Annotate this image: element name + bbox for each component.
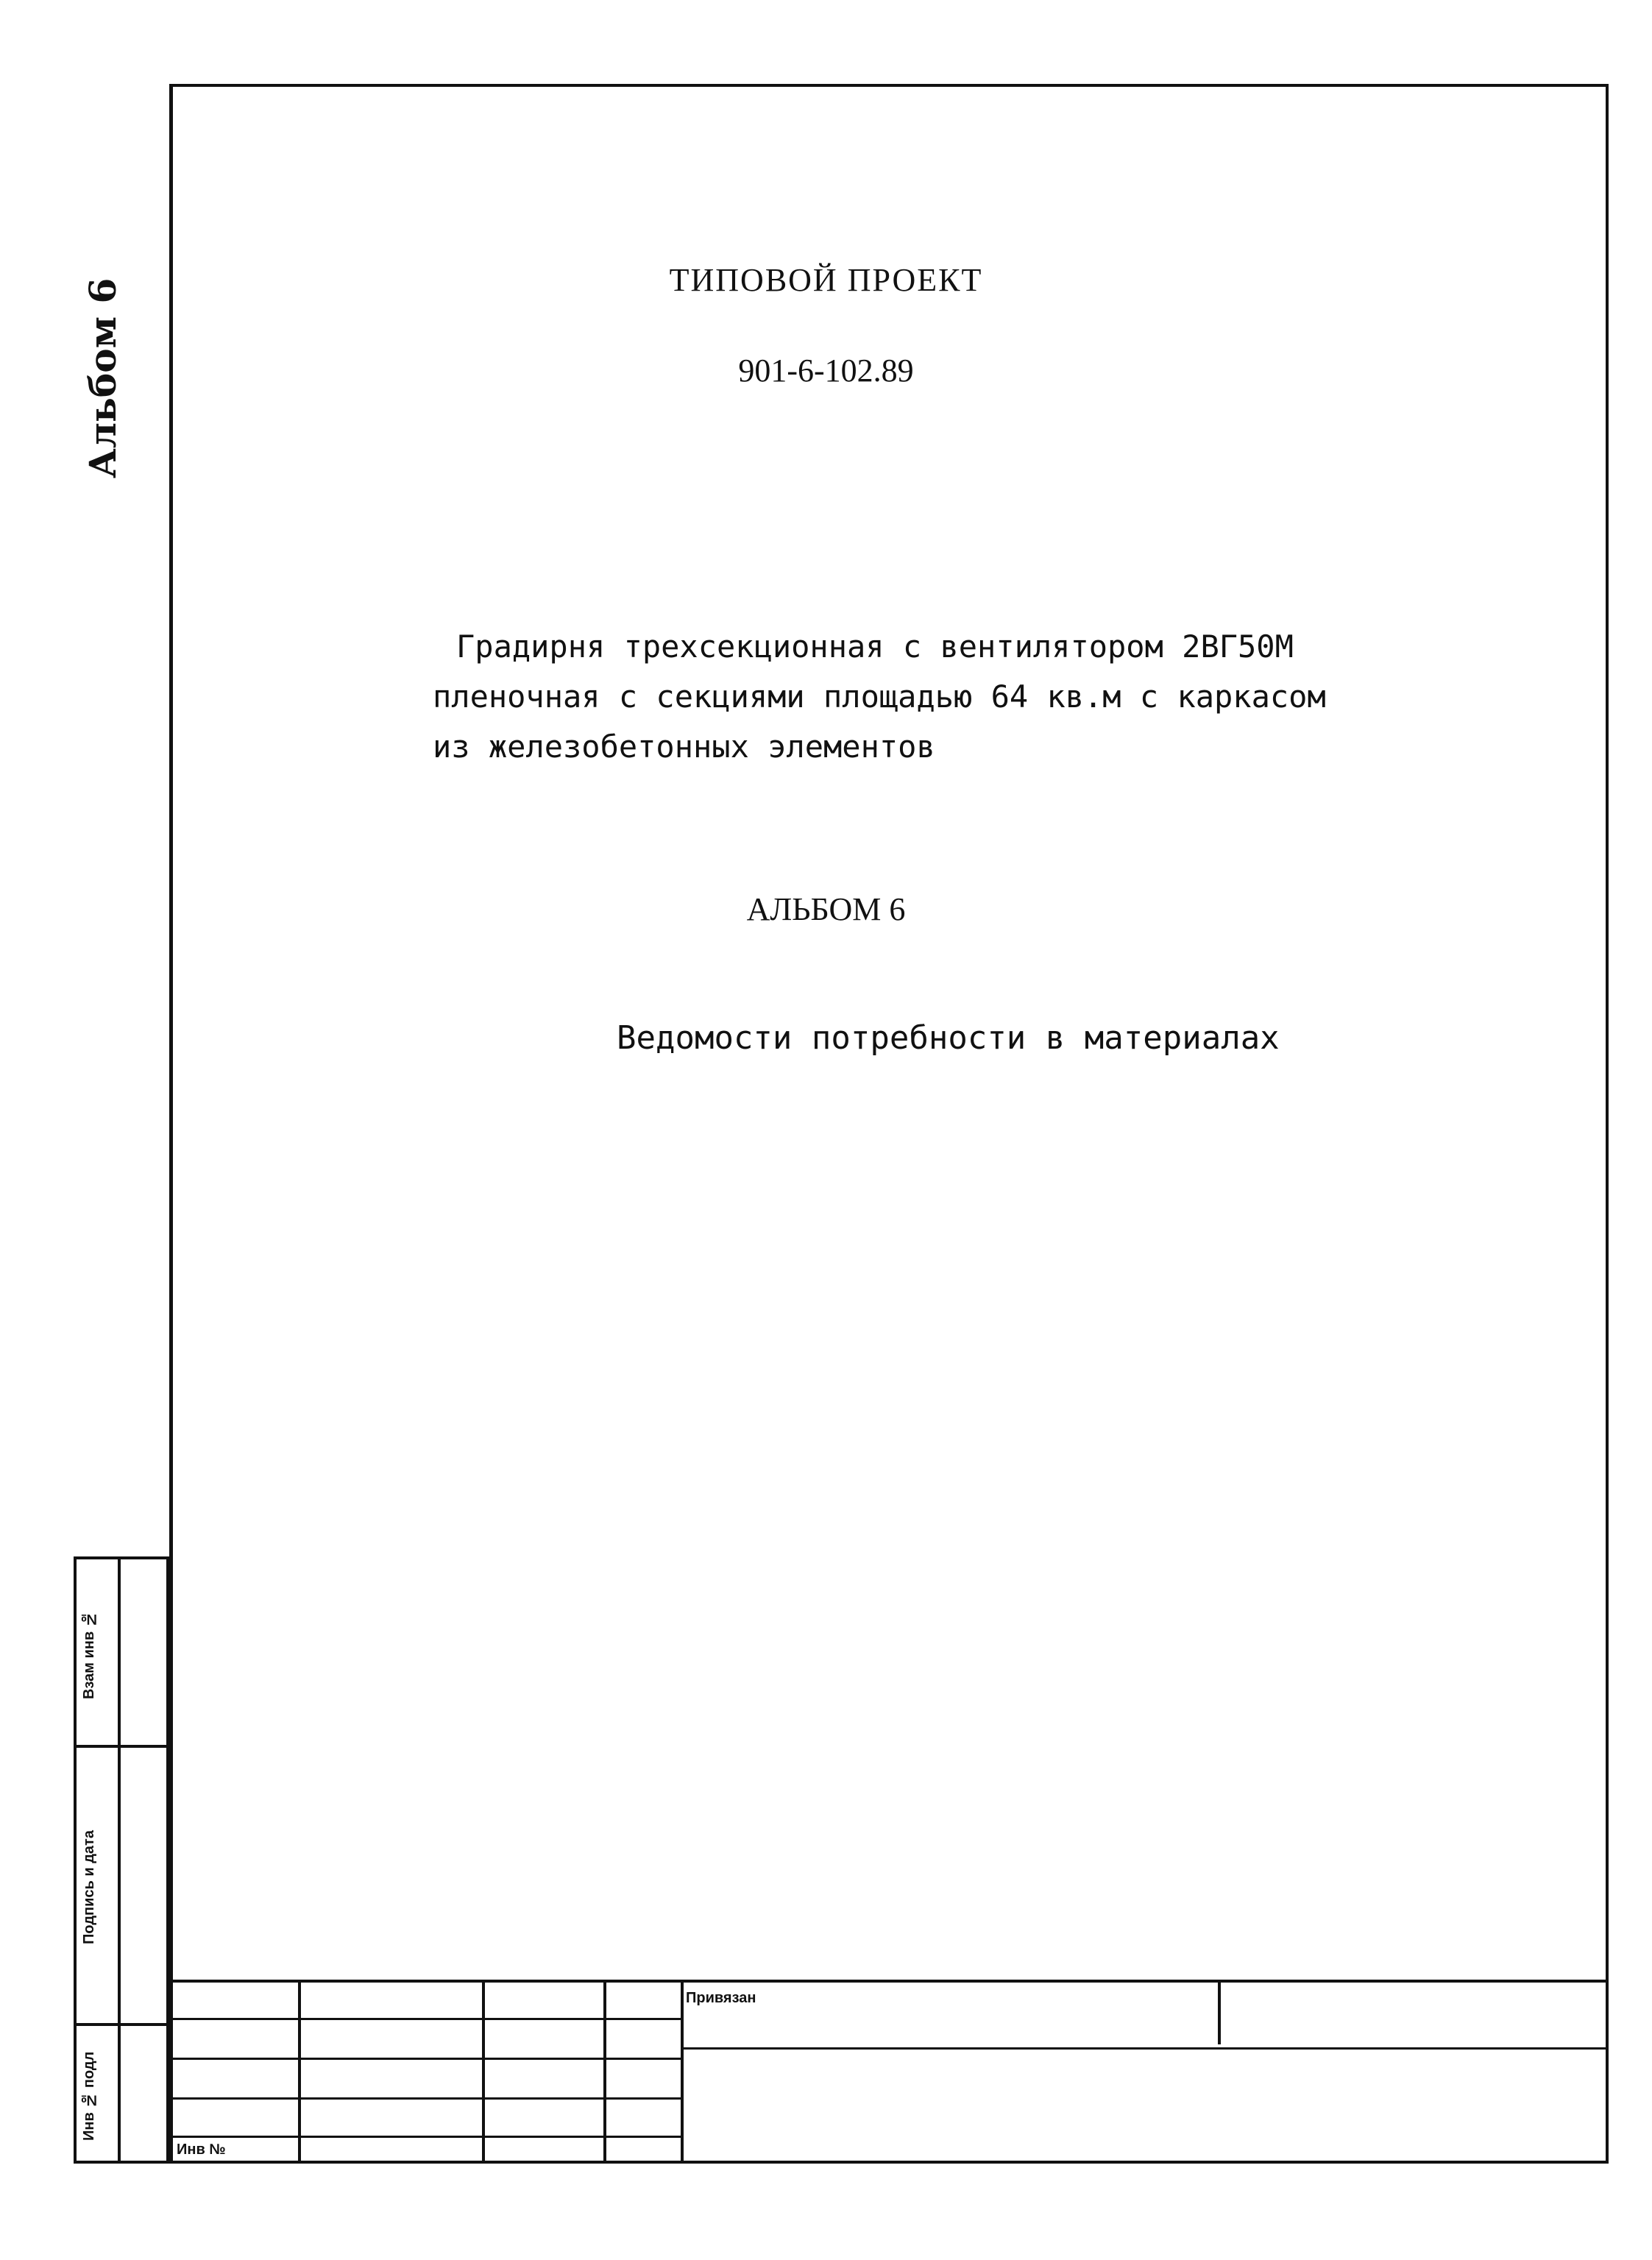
project-code: 901-6-102.89: [738, 353, 914, 389]
description-line-2: пленочная с секциями площадью 64 кв.м с каркасом: [433, 679, 1326, 715]
album-title: АЛЬБОМ 6: [746, 891, 906, 927]
signature-date-box: [74, 1745, 169, 2026]
original-inventory-box: [74, 2023, 169, 2164]
album-contents: Ведомости потребности в материалах: [617, 1019, 1280, 1057]
signature-date-label: Подпись и дата: [81, 1830, 97, 1945]
spine-album-label: Альбом 6: [81, 277, 124, 478]
drawing-frame: [169, 84, 1609, 2164]
linked-label: Привязан: [686, 1990, 756, 2006]
exchange-inventory-box: [74, 1556, 169, 1748]
original-inventory-label: Инв № подл: [81, 2051, 97, 2141]
inventory-number-label: Инв №: [177, 2142, 226, 2158]
description-line-3: из железобетонных элементов: [433, 729, 935, 765]
description-line-1: Градирня трехсекционная с вентилятором 2ВГ50М: [456, 628, 1294, 665]
exchange-inventory-label: Взам инв №: [81, 1611, 97, 1699]
title-block: [169, 1980, 1609, 2164]
project-type-title: ТИПОВОЙ ПРОЕКТ: [669, 262, 983, 298]
project-description: [433, 622, 1536, 772]
